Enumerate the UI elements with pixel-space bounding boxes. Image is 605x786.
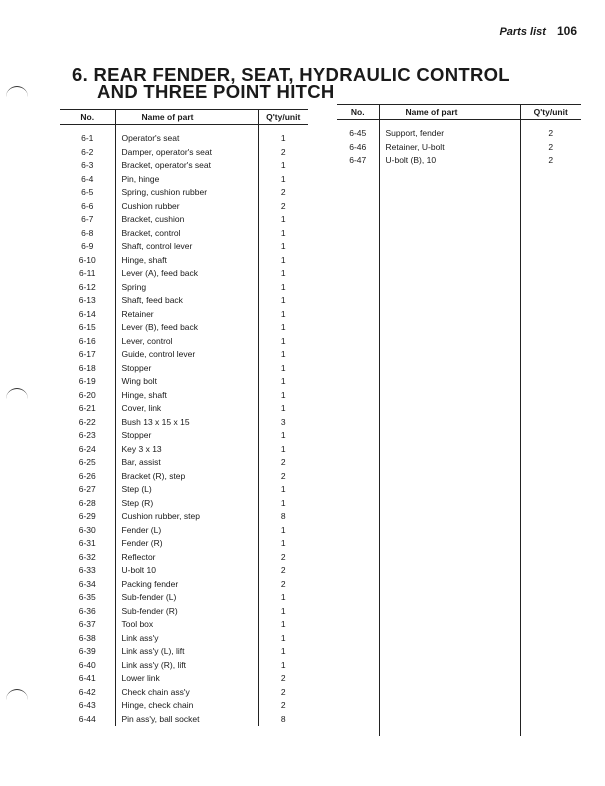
part-name: Hinge, shaft: [115, 254, 258, 268]
part-quantity: 8: [280, 511, 286, 521]
table-row: [60, 281, 308, 295]
col-header-qty: Q'ty/unit: [258, 110, 308, 125]
part-number: 6-37: [60, 618, 115, 632]
part-quantity: 2: [548, 141, 554, 152]
part-name: Bracket, cushion: [115, 213, 258, 227]
table-row: [60, 362, 308, 376]
table-row: [60, 551, 308, 565]
part-quantity: 2: [280, 551, 286, 562]
part-quantity: 1: [280, 173, 286, 184]
part-number: 6-1: [60, 132, 115, 146]
part-number: 6-24: [60, 443, 115, 457]
part-name: Sub-fender (L): [115, 591, 258, 605]
table-row: [337, 127, 581, 141]
part-number: 6-34: [60, 578, 115, 592]
table-row: [60, 416, 308, 430]
page-title: [72, 66, 510, 100]
part-name: Packing fender: [115, 578, 258, 592]
part-number: 6-43: [60, 699, 115, 713]
part-name: Bracket, control: [115, 227, 258, 241]
part-number: 6-2: [60, 146, 115, 160]
part-name: Retainer, U-bolt: [379, 141, 520, 155]
table-row: [60, 699, 308, 713]
part-name: Hinge, check chain: [115, 699, 258, 713]
table-row: [60, 240, 308, 254]
table-header-row: [60, 110, 308, 125]
part-name: Bush 13 x 15 x 15: [115, 416, 258, 430]
part-name: Check chain ass'y: [115, 686, 258, 700]
part-name: Spring: [115, 281, 258, 295]
part-quantity: 1: [280, 497, 286, 508]
part-number: 6-41: [60, 672, 115, 686]
part-name: Step (R): [115, 497, 258, 511]
table-row: [60, 470, 308, 484]
part-quantity: 1: [280, 605, 286, 616]
part-quantity: 2: [280, 578, 286, 589]
part-number: 6-25: [60, 456, 115, 470]
part-number: 6-29: [60, 510, 115, 524]
part-number: 6-18: [60, 362, 115, 376]
part-number: 6-27: [60, 483, 115, 497]
part-number: 6-19: [60, 375, 115, 389]
part-quantity: 1: [280, 281, 286, 292]
part-quantity: 1: [280, 133, 286, 143]
table-row: [60, 497, 308, 511]
part-number: 6-28: [60, 497, 115, 511]
part-number: 6-12: [60, 281, 115, 295]
part-quantity: 1: [280, 619, 286, 629]
part-quantity: 8: [280, 713, 286, 724]
table-spacer-row: [60, 125, 308, 133]
table-header-row: [337, 105, 581, 120]
part-quantity: 1: [280, 538, 286, 548]
part-name: Link ass'y (L), lift: [115, 645, 258, 659]
part-quantity: 1: [280, 349, 286, 359]
table-filler-row: [337, 168, 581, 737]
part-name: Wing bolt: [115, 375, 258, 389]
table-row: [60, 456, 308, 470]
part-quantity: 2: [548, 128, 554, 138]
part-number: 6-38: [60, 632, 115, 646]
margin-mark-top: [6, 86, 28, 97]
table-row: [60, 578, 308, 592]
part-name: Lower link: [115, 672, 258, 686]
table-row: [60, 659, 308, 673]
part-quantity: 2: [548, 155, 554, 165]
part-number: 6-44: [60, 713, 115, 727]
part-number: 6-15: [60, 321, 115, 335]
part-name: Spring, cushion rubber: [115, 186, 258, 200]
part-name: Cushion rubber, step: [115, 510, 258, 524]
part-name: Lever, control: [115, 335, 258, 349]
part-quantity: 1: [280, 524, 286, 535]
table-row: [60, 213, 308, 227]
col-header-qty: Q'ty/unit: [520, 105, 581, 120]
part-name: Bar, assist: [115, 456, 258, 470]
parts-table-left: [60, 109, 308, 726]
part-quantity: 2: [280, 146, 286, 157]
part-name: Stopper: [115, 429, 258, 443]
part-quantity: 1: [280, 592, 286, 602]
table-row: [60, 159, 308, 173]
part-quantity: 1: [280, 214, 286, 224]
table-row: [60, 173, 308, 187]
margin-mark-bottom: [6, 689, 28, 700]
page-header: [499, 24, 577, 38]
part-quantity: 1: [280, 254, 286, 265]
part-name: Hinge, shaft: [115, 389, 258, 403]
part-name: Link ass'y: [115, 632, 258, 646]
table-row: [60, 146, 308, 160]
part-name: U-bolt (B), 10: [379, 154, 520, 168]
part-quantity: 1: [280, 659, 286, 670]
table-row: [60, 632, 308, 646]
parts-table-right: [337, 104, 581, 736]
part-name: Support, fender: [379, 127, 520, 141]
table-row: [60, 686, 308, 700]
parts-table-left-body: [60, 125, 308, 727]
part-number: 6-8: [60, 227, 115, 241]
part-quantity: 2: [280, 187, 286, 197]
part-quantity: 1: [280, 241, 286, 251]
part-quantity: 1: [280, 443, 286, 454]
part-number: 6-32: [60, 551, 115, 565]
part-name: Shaft, feed back: [115, 294, 258, 308]
part-number: 6-5: [60, 186, 115, 200]
part-quantity: 2: [280, 686, 286, 697]
section-label: Parts list: [499, 26, 546, 38]
part-number: 6-11: [60, 267, 115, 281]
table-row: [60, 389, 308, 403]
part-quantity: 3: [280, 416, 286, 427]
table-row: [60, 132, 308, 146]
table-row: [60, 321, 308, 335]
page-number: 106: [556, 24, 577, 38]
part-name: Fender (L): [115, 524, 258, 538]
part-number: 6-26: [60, 470, 115, 484]
part-quantity: 1: [280, 430, 286, 440]
table-row: [60, 618, 308, 632]
part-quantity: 1: [280, 160, 286, 170]
part-number: 6-33: [60, 564, 115, 578]
part-number: 6-10: [60, 254, 115, 268]
part-quantity: 2: [280, 470, 286, 481]
table-row: [337, 154, 581, 168]
col-header-name: Name of part: [115, 110, 258, 125]
part-name: Lever (B), feed back: [115, 321, 258, 335]
part-number: 6-22: [60, 416, 115, 430]
part-quantity: 1: [280, 335, 286, 346]
table-row: [60, 348, 308, 362]
part-name: U-bolt 10: [115, 564, 258, 578]
table-row: [60, 308, 308, 322]
table-row: [60, 375, 308, 389]
part-number: 6-36: [60, 605, 115, 619]
part-number: 6-30: [60, 524, 115, 538]
part-quantity: 1: [280, 403, 286, 413]
table-row: [60, 267, 308, 281]
part-number: 6-20: [60, 389, 115, 403]
part-number: 6-4: [60, 173, 115, 187]
part-name: Pin ass'y, ball socket: [115, 713, 258, 727]
part-number: 6-21: [60, 402, 115, 416]
part-quantity: 1: [280, 632, 286, 643]
title-line-2: AND THREE POINT HITCH: [97, 81, 335, 102]
table-row: [60, 443, 308, 457]
table-row: [60, 294, 308, 308]
table-row: [337, 141, 581, 155]
margin-mark-middle: [6, 388, 28, 399]
table-row: [60, 537, 308, 551]
part-name: Pin, hinge: [115, 173, 258, 187]
part-name: Bracket (R), step: [115, 470, 258, 484]
part-quantity: 1: [280, 268, 286, 278]
part-name: Link ass'y (R), lift: [115, 659, 258, 673]
part-name: Guide, control lever: [115, 348, 258, 362]
part-number: 6-3: [60, 159, 115, 173]
part-quantity: 2: [280, 700, 286, 710]
part-number: 6-9: [60, 240, 115, 254]
col-header-no: No.: [60, 110, 115, 125]
part-quantity: 1: [280, 646, 286, 656]
part-name: Tool box: [115, 618, 258, 632]
part-quantity: 2: [280, 200, 286, 211]
part-quantity: 1: [280, 376, 286, 386]
table-row: [60, 713, 308, 727]
table-row: [60, 591, 308, 605]
part-name: Stopper: [115, 362, 258, 376]
part-name: Fender (R): [115, 537, 258, 551]
table-row: [60, 227, 308, 241]
part-number: 6-7: [60, 213, 115, 227]
part-number: 6-47: [337, 154, 379, 168]
col-header-no: No.: [337, 105, 379, 120]
table-spacer-row: [337, 120, 581, 128]
part-number: 6-31: [60, 537, 115, 551]
part-name: Damper, operator's seat: [115, 146, 258, 160]
part-number: 6-14: [60, 308, 115, 322]
table-row: [60, 510, 308, 524]
parts-table-right-body: [337, 120, 581, 737]
part-number: 6-46: [337, 141, 379, 155]
part-name: Step (L): [115, 483, 258, 497]
part-quantity: 1: [280, 295, 286, 305]
part-number: 6-35: [60, 591, 115, 605]
table-row: [60, 429, 308, 443]
part-name: Shaft, control lever: [115, 240, 258, 254]
part-quantity: 1: [280, 227, 286, 238]
part-number: 6-40: [60, 659, 115, 673]
table-row: [60, 254, 308, 268]
col-header-name: Name of part: [379, 105, 520, 120]
part-number: 6-13: [60, 294, 115, 308]
table-row: [60, 645, 308, 659]
part-quantity: 1: [280, 322, 286, 332]
title-line-1: 6. REAR FENDER, SEAT, HYDRAULIC CONTROL: [72, 64, 510, 85]
part-name: Sub-fender (R): [115, 605, 258, 619]
table-row: [60, 186, 308, 200]
part-name: Cushion rubber: [115, 200, 258, 214]
part-quantity: 1: [280, 484, 286, 494]
part-name: Bracket, operator's seat: [115, 159, 258, 173]
part-name: Operator's seat: [115, 132, 258, 146]
part-quantity: 1: [280, 308, 286, 319]
table-row: [60, 605, 308, 619]
table-row: [60, 200, 308, 214]
part-quantity: 2: [280, 457, 286, 467]
part-number: 6-45: [337, 127, 379, 141]
part-number: 6-17: [60, 348, 115, 362]
part-quantity: 2: [280, 673, 286, 683]
part-number: 6-39: [60, 645, 115, 659]
part-number: 6-42: [60, 686, 115, 700]
part-name: Reflector: [115, 551, 258, 565]
part-name: Retainer: [115, 308, 258, 322]
table-row: [60, 564, 308, 578]
part-name: Key 3 x 13: [115, 443, 258, 457]
part-quantity: 1: [280, 362, 286, 373]
part-quantity: 1: [280, 389, 286, 400]
table-row: [60, 524, 308, 538]
part-number: 6-16: [60, 335, 115, 349]
table-row: [60, 672, 308, 686]
part-number: 6-23: [60, 429, 115, 443]
table-row: [60, 402, 308, 416]
part-number: 6-6: [60, 200, 115, 214]
part-name: Lever (A), feed back: [115, 267, 258, 281]
table-row: [60, 335, 308, 349]
table-row: [60, 483, 308, 497]
part-name: Cover, link: [115, 402, 258, 416]
part-quantity: 2: [280, 565, 286, 575]
